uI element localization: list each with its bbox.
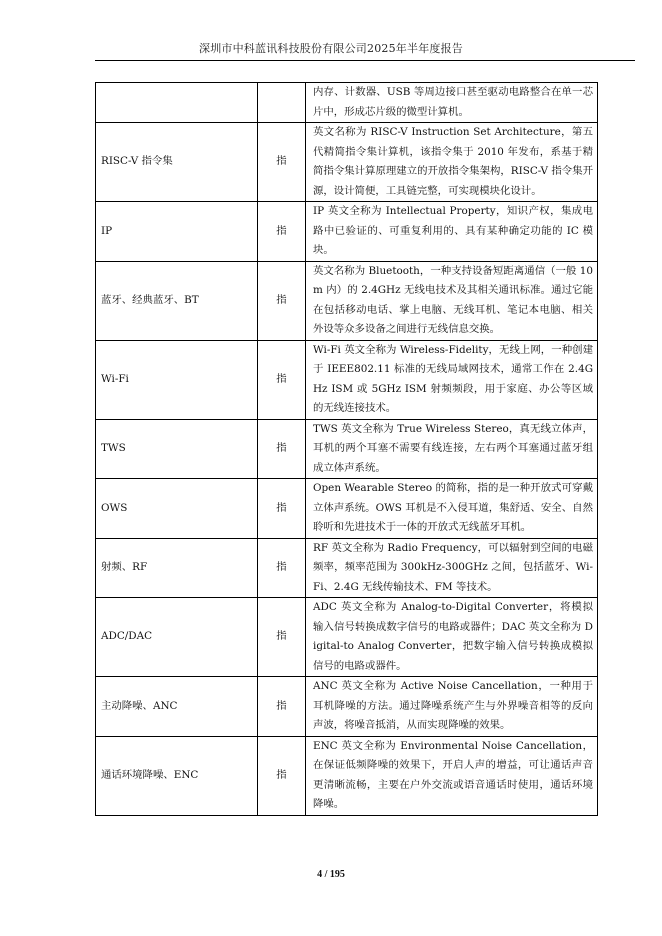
table-row — [96, 202, 598, 262]
definition-cell: Wi-Fi 英文全称为 Wireless-Fidelity，无线上网，一种创建于 IEEE802.11 标准的无线局域网技术，通常工作在 2.4GHz ISM 或 5GHz ISM 射频频段，用于家庭、办公等区域的无线连接技术。 — [306, 340, 598, 419]
reference-cell: 指 — [258, 202, 306, 262]
table-row — [96, 261, 598, 340]
definition-cell: ADC 英文全称为 Analog-to-Digital Converter，将模拟输入信号转换成数字信号的电路或器件；DAC 英文全称为 Digital-to Analog Converter，把数字输入信号转换成模拟信号的电路或器件。 — [306, 598, 598, 677]
definition-cell: RF 英文全称为 Radio Frequency，可以辐射到空间的电磁频率，频率范围为 300kHz-300GHz 之间，包括蓝牙、Wi-Fi、2.4G 无线传输技术、FM 等技术。 — [306, 538, 598, 598]
table-row — [96, 340, 598, 419]
definition-cell: ENC 英文全称为 Environmental Noise Cancellation，在保证低频降噪的效果下，开启人声的增益，可让通话声音更清晰流畅，主要在户外交流或语音通话时使用，通话环境降噪。 — [306, 736, 598, 815]
reference-cell — [258, 83, 306, 123]
term-cell: 射频、RF — [96, 538, 258, 598]
table-row — [96, 598, 598, 677]
table-row — [96, 83, 598, 123]
term-cell: Wi-Fi — [96, 340, 258, 419]
table-row — [96, 479, 598, 539]
term-cell: TWS — [96, 419, 258, 479]
glossary-table — [95, 82, 598, 816]
term-cell — [96, 83, 258, 123]
table-row — [96, 677, 598, 737]
definition-cell: Open Wearable Stereo 的简称，指的是一种开放式可穿戴立体声系统。OWS 耳机是不入侵耳道，集舒适、安全、自然聆听和先进技术于一体的开放式无线蓝牙耳机。 — [306, 479, 598, 539]
term-cell: 通话环境降噪、ENC — [96, 736, 258, 815]
reference-cell: 指 — [258, 736, 306, 815]
table-row — [96, 123, 598, 202]
reference-cell: 指 — [258, 261, 306, 340]
reference-cell: 指 — [258, 598, 306, 677]
page-header-title: 深圳市中科蓝讯科技股份有限公司2025年半年度报告 — [199, 42, 463, 55]
reference-cell: 指 — [258, 419, 306, 479]
term-cell: ADC/DAC — [96, 598, 258, 677]
term-cell: 蓝牙、经典蓝牙、BT — [96, 261, 258, 340]
definition-cell: ANC 英文全称为 Active Noise Cancellation，一种用于耳机降噪的方法。通过降噪系统产生与外界噪音相等的反向声波，将噪音抵消，从而实现降噪的效果。 — [306, 677, 598, 737]
page-number: 4 / 195 — [317, 869, 345, 880]
reference-cell: 指 — [258, 123, 306, 202]
term-cell: 主动降噪、ANC — [96, 677, 258, 737]
definition-cell: 英文名称为 RISC-V Instruction Set Architecture，第五代精简指令集计算机，该指令集于 2010 年发布，系基于精简指令集计算原理建立的开放指令集架构，RISC-V 指令集开源，设计简便，工具链完整，可实现模块化设计。 — [306, 123, 598, 202]
table-row — [96, 419, 598, 479]
term-cell: IP — [96, 202, 258, 262]
reference-cell: 指 — [258, 340, 306, 419]
definition-cell: TWS 英文全称为 True Wireless Stereo，真无线立体声，耳机的两个耳塞不需要有线连接，左右两个耳塞通过蓝牙组成立体声系统。 — [306, 419, 598, 479]
definition-cell: 英文名称为 Bluetooth，一种支持设备短距离通信（一般 10m 内）的 2.4GHz 无线电技术及其相关通讯标准。通过它能在包括移动电话、掌上电脑、无线耳机、笔记本电脑、相关外设等众多设备之间进行无线信息交换。 — [306, 261, 598, 340]
table-row — [96, 736, 598, 815]
term-cell: RISC-V 指令集 — [96, 123, 258, 202]
definition-cell: 内存、计数器、USB 等周边接口甚至驱动电路整合在单一芯片中，形成芯片级的微型计算机。 — [306, 83, 598, 123]
reference-cell: 指 — [258, 677, 306, 737]
term-cell: OWS — [96, 479, 258, 539]
header-divider — [95, 60, 635, 61]
reference-cell: 指 — [258, 538, 306, 598]
glossary-table-body — [96, 83, 598, 816]
table-row — [96, 538, 598, 598]
reference-cell: 指 — [258, 479, 306, 539]
definition-cell: IP 英文全称为 Intellectual Property，知识产权，集成电路中已验证的、可重复利用的、具有某种确定功能的 IC 模块。 — [306, 202, 598, 262]
